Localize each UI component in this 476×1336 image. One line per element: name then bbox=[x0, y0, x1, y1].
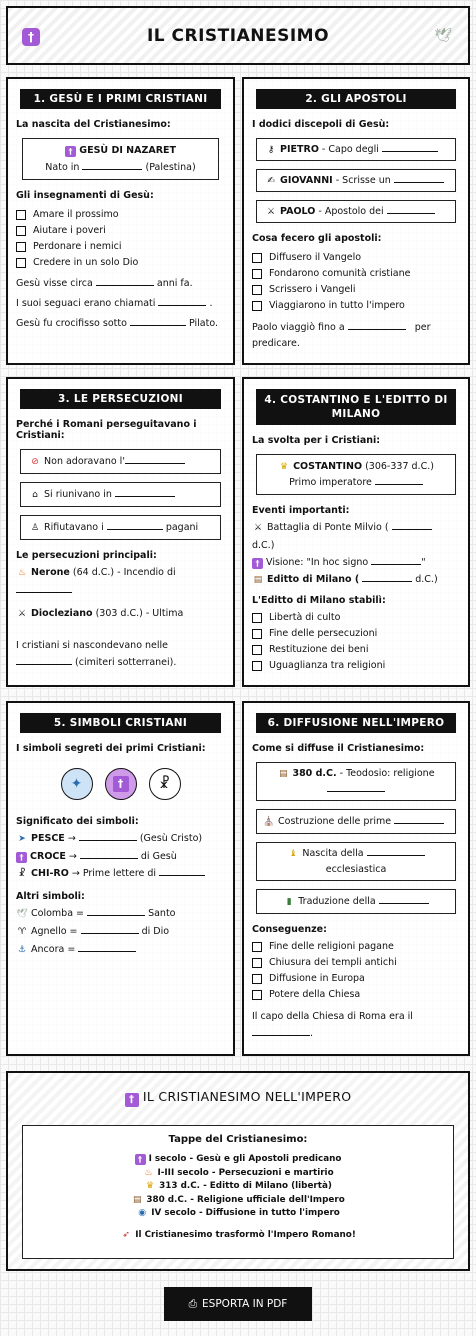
blank-field[interactable] bbox=[87, 915, 145, 916]
timeline-step: ♨ I-III secolo - Persecuzioni e martirio bbox=[23, 1167, 453, 1181]
apostle-box: ⚔ PAOLO - Apostolo dei bbox=[256, 200, 456, 223]
checkbox[interactable] bbox=[16, 242, 26, 252]
dove-icon: 🕊 bbox=[16, 909, 28, 919]
blank-field[interactable] bbox=[130, 325, 186, 326]
other-symbol: 🕊 Colomba = Santo bbox=[16, 908, 176, 919]
checkbox[interactable] bbox=[252, 285, 262, 295]
event-item: ▤ Editto di Milano ( d.C.) bbox=[253, 574, 438, 585]
subheading: Altri simboli: bbox=[16, 891, 85, 902]
cross-icon: † bbox=[105, 768, 137, 800]
cross-icon: † bbox=[135, 1154, 146, 1165]
apostle-box: ⚷ PIETRO - Capo degli bbox=[256, 138, 456, 161]
anchor-icon: ⚓ bbox=[17, 945, 27, 955]
checklist-item[interactable]: Perdonare i nemici bbox=[16, 241, 225, 252]
rocket-icon: ➶ bbox=[122, 1229, 130, 1240]
sword-icon: ⚔ bbox=[17, 609, 27, 619]
symbol-meaning: ➤ PESCE → (Gesù Cristo) bbox=[16, 832, 225, 846]
other-symbol: ⚓ Ancora = bbox=[16, 943, 225, 957]
checklist-item[interactable]: Libertà di culto bbox=[252, 612, 460, 623]
blank-field[interactable] bbox=[375, 484, 423, 485]
subheading: I dodici discepoli di Gesù: bbox=[252, 119, 390, 130]
blank-field[interactable] bbox=[379, 903, 429, 904]
reason-box: ♙ Rifiutavano i pagani bbox=[20, 515, 221, 540]
checklist-item[interactable]: Fine delle religioni pagane bbox=[252, 941, 460, 952]
fire-icon: ♨ bbox=[17, 568, 27, 578]
crown-icon: ♛ bbox=[146, 1181, 155, 1191]
crown-icon: ♛ bbox=[280, 462, 289, 472]
checkbox[interactable] bbox=[252, 974, 262, 984]
summary-footer: ➶ Il Cristianesimo trasformò l'Impero Romano! bbox=[23, 1230, 453, 1240]
persecution-item: ♨ Nerone (64 d.C.) - Incendio di bbox=[17, 567, 176, 578]
blank-field[interactable] bbox=[394, 823, 444, 824]
checkbox[interactable] bbox=[252, 990, 262, 1000]
blank-field[interactable] bbox=[348, 329, 406, 330]
blank-field[interactable] bbox=[382, 151, 438, 152]
event-item: ⚔ Battaglia di Ponte Milvio ( bbox=[252, 521, 460, 535]
page-title: IL CRISTIANESIMO bbox=[146, 25, 330, 46]
diffusion-box: ⛪ Costruzione delle prime bbox=[256, 809, 456, 834]
checklist-item[interactable]: Fine delle persecuzioni bbox=[252, 628, 460, 639]
blank-field[interactable] bbox=[252, 1035, 310, 1036]
other-symbol: ♈ Agnello = di Dio bbox=[17, 926, 170, 937]
apostle-box: ✍ GIOVANNI - Scrisse un bbox=[256, 169, 456, 192]
fill-line: Gesù visse circa anni fa. bbox=[16, 278, 193, 289]
cross-icon: † bbox=[125, 1093, 139, 1107]
checklist-item[interactable]: Uguaglianza tra religioni bbox=[252, 660, 460, 671]
subheading: Perché i Romani perseguitavano i Cristiani: bbox=[16, 419, 197, 441]
fire-icon: ♨ bbox=[144, 1167, 153, 1178]
checklist-item[interactable]: Diffusione in Europa bbox=[252, 973, 460, 984]
summary-box bbox=[22, 1125, 454, 1259]
subheading: Eventi importanti: bbox=[252, 505, 350, 516]
born-label: Nato in bbox=[45, 162, 80, 173]
section-6-card bbox=[242, 701, 470, 1056]
diffusion-box: ▤ 380 d.C. - Teodosio: religione bbox=[256, 762, 456, 801]
checkbox[interactable] bbox=[252, 613, 262, 623]
checklist-item[interactable]: Viaggiarono in tutto l'impero bbox=[252, 300, 460, 311]
blank-field[interactable] bbox=[394, 182, 444, 183]
summary-subheading: Tappe del Cristianesimo: bbox=[168, 1134, 308, 1145]
dove-icon: 🕊 bbox=[434, 28, 452, 44]
fill-line: (cimiteri sotterranei). bbox=[16, 656, 225, 669]
fill-line: I cristiani si nascondevano nelle bbox=[16, 640, 169, 651]
blank-field[interactable] bbox=[125, 463, 185, 464]
blank-field[interactable] bbox=[387, 213, 435, 214]
key-icon: ⚷ bbox=[267, 145, 275, 155]
church-icon: ⛪ bbox=[263, 817, 275, 827]
scroll-icon: ▤ bbox=[253, 575, 263, 585]
subheading: Cosa fecero gli apostoli: bbox=[252, 233, 382, 244]
section-title: 1. GESÙ E I PRIMI CRISTIANI bbox=[20, 89, 221, 109]
cross-icon: † bbox=[22, 28, 40, 46]
sword-icon: ⚔ bbox=[253, 523, 263, 533]
blank-field[interactable] bbox=[82, 169, 142, 170]
lamb-icon: ♈ bbox=[17, 927, 27, 937]
timeline bbox=[23, 1153, 453, 1221]
blank-field[interactable] bbox=[16, 592, 72, 593]
blank-field[interactable] bbox=[78, 951, 136, 952]
cross-icon: † bbox=[252, 558, 263, 569]
blank-field[interactable] bbox=[107, 529, 163, 530]
fill-line: . bbox=[252, 1027, 460, 1040]
summary-title: † IL CRISTIANESIMO NELL'IMPERO bbox=[8, 1089, 468, 1107]
summary-card bbox=[6, 1071, 470, 1271]
persecution-item: ⚔ Diocleziano (303 d.C.) - Ultima bbox=[17, 608, 184, 619]
checklist-item[interactable]: Chiusura dei templi antichi bbox=[252, 957, 460, 968]
globe-icon: ◉ bbox=[138, 1208, 147, 1218]
symbol-meaning: ☧ CHI-RO → Prime lettere di bbox=[16, 867, 225, 881]
timeline-step: † I secolo - Gesù e gli Apostoli predicano bbox=[23, 1153, 453, 1167]
checklist-item[interactable]: Diffusero il Vangelo bbox=[252, 252, 460, 263]
forbidden-icon: ⊘ bbox=[31, 457, 39, 467]
scroll-icon: ▤ bbox=[279, 769, 288, 779]
blank-field[interactable] bbox=[96, 285, 154, 286]
section-title: 4. COSTANTINO E L'EDITTO DI MILANO bbox=[256, 389, 456, 425]
subheading: I simboli segreti dei primi Cristiani: bbox=[16, 743, 206, 754]
fish-icon: ➤ bbox=[18, 834, 26, 844]
diffusion-box: ▮ Traduzione della bbox=[256, 889, 456, 914]
export-label: ESPORTA IN PDF bbox=[202, 1298, 288, 1310]
subheading: Conseguenze: bbox=[252, 924, 327, 935]
blank-field[interactable] bbox=[16, 664, 72, 665]
blank-field[interactable] bbox=[79, 840, 137, 841]
pen-icon: ✍ bbox=[267, 176, 275, 186]
section-title: 5. SIMBOLI CRISTIANI bbox=[20, 713, 221, 733]
section-title: 3. LE PERSECUZIONI bbox=[20, 389, 221, 409]
blank-field[interactable] bbox=[159, 875, 205, 876]
checkbox[interactable] bbox=[252, 942, 262, 952]
cross-icon: † bbox=[16, 852, 27, 863]
checklist-item[interactable]: Aiutare i poveri bbox=[16, 225, 225, 236]
blank-field[interactable] bbox=[362, 581, 412, 582]
page-header bbox=[6, 6, 470, 65]
symbol-meaning: † CROCE → di Gesù bbox=[16, 850, 225, 863]
person-icon: ♝ bbox=[289, 849, 298, 859]
subheading: Significato dei simboli: bbox=[16, 816, 139, 827]
cross-icon: † bbox=[65, 146, 76, 157]
blank-field[interactable] bbox=[81, 933, 139, 934]
fill-line: Gesù fu crocifisso sotto Pilato. bbox=[16, 318, 218, 329]
scroll-icon: ▤ bbox=[132, 1194, 142, 1205]
timeline-step: ▤ 380 d.C. - Religione ufficiale dell'Impero bbox=[23, 1194, 453, 1208]
sword-icon: ⚔ bbox=[266, 207, 276, 217]
section-2-card bbox=[242, 77, 470, 365]
house-icon: ⌂ bbox=[32, 490, 38, 500]
timeline-step: ♛ 313 d.C. - Editto di Milano (libertà) bbox=[23, 1180, 453, 1194]
section-4-card: 4. COSTANTINO E L'EDITTO DI MILANO La svolta per i Cristiani: ♛ COSTANTINO (306-337 d.C.) Primo imperatore Eventi importanti: ⚔ Battaglia di Ponte Milvio ( d.C.) † Visione: "In hoc signo " ▤ Editto di Milano ( d.C.) L'Editto di Milano stabilì: Libertà di culto Fine delle persecuzioni Restituzione dei beni Uguaglianza tra religioni bbox=[242, 377, 470, 687]
checkbox[interactable] bbox=[16, 226, 26, 236]
checklist-item[interactable]: Restituzione dei beni bbox=[252, 644, 460, 655]
checklist-item[interactable]: Potere della Chiesa bbox=[252, 989, 460, 1000]
place-label: (Palestina) bbox=[145, 162, 196, 173]
checkbox[interactable] bbox=[252, 629, 262, 639]
checklist-item[interactable]: Amare il prossimo bbox=[16, 209, 225, 220]
checklist-item[interactable]: Scrissero i Vangeli bbox=[252, 284, 460, 295]
event-item: † Visione: "In hoc signo " bbox=[252, 556, 460, 569]
chi-rho-icon: ☧ bbox=[18, 869, 26, 879]
jesus-box bbox=[22, 138, 219, 180]
section-1-card bbox=[6, 77, 235, 365]
checkbox[interactable] bbox=[252, 269, 262, 279]
blank-field[interactable] bbox=[367, 855, 425, 856]
section-title: 6. DIFFUSIONE NELL'IMPERO bbox=[256, 713, 456, 733]
section-5-card bbox=[6, 701, 235, 1056]
subheading: Le persecuzioni principali: bbox=[16, 550, 157, 561]
subheading: Come si diffuse il Cristianesimo: bbox=[252, 743, 425, 754]
chi-rho-icon: ☧ bbox=[149, 768, 181, 800]
checklist-item[interactable]: Credere in un solo Dio bbox=[16, 257, 225, 268]
section-3-card bbox=[6, 377, 235, 687]
constantine-box: ♛ COSTANTINO (306-337 d.C.) Primo imperatore bbox=[256, 454, 456, 495]
subheading: L'Editto di Milano stabilì: bbox=[252, 595, 386, 606]
fish-icon: ✦ bbox=[61, 768, 93, 800]
diffusion-box: ♝ Nascita della ecclesiastica bbox=[256, 842, 456, 881]
subheading: La svolta per i Cristiani: bbox=[252, 435, 381, 446]
blank-field[interactable] bbox=[392, 529, 432, 530]
export-pdf-button[interactable] bbox=[164, 1287, 312, 1321]
timeline-step: ◉ IV secolo - Diffusione in tutto l'impero bbox=[23, 1207, 453, 1221]
section-title: 2. GLI APOSTOLI bbox=[256, 89, 456, 109]
blank-field[interactable] bbox=[327, 791, 385, 792]
blank-field[interactable] bbox=[115, 496, 175, 497]
box-title: GESÙ DI NAZARET bbox=[79, 145, 177, 156]
fill-line: Il capo della Chiesa di Roma era il bbox=[252, 1011, 413, 1022]
checkbox[interactable] bbox=[252, 958, 262, 968]
checkbox[interactable] bbox=[252, 253, 262, 263]
blank-field[interactable] bbox=[371, 564, 421, 565]
checkbox[interactable] bbox=[16, 210, 26, 220]
fill-line: Paolo viaggiò fino a per bbox=[252, 322, 431, 333]
subheading: Gli insegnamenti di Gesù: bbox=[16, 190, 154, 201]
reason-box: ⌂ Si riunivano in bbox=[20, 482, 221, 507]
printer-icon: ⎙ bbox=[188, 1297, 198, 1310]
reason-box: ⊘ Non adoravano l' bbox=[20, 449, 221, 474]
fill-line: I suoi seguaci erano chiamati . bbox=[16, 298, 213, 309]
checkbox[interactable] bbox=[252, 645, 262, 655]
checkbox[interactable] bbox=[252, 661, 262, 671]
blank-field[interactable] bbox=[80, 858, 138, 859]
checkbox[interactable] bbox=[252, 301, 262, 311]
fill-line: predicare. bbox=[252, 338, 300, 349]
checkbox[interactable] bbox=[16, 258, 26, 268]
book-icon: ▮ bbox=[286, 897, 292, 907]
subheading: La nascita del Cristianesimo: bbox=[16, 119, 171, 130]
idol-icon: ♙ bbox=[30, 523, 40, 533]
blank-field[interactable] bbox=[158, 305, 206, 306]
symbols-row bbox=[16, 768, 225, 800]
checklist-item[interactable]: Fondarono comunità cristiane bbox=[252, 268, 460, 279]
